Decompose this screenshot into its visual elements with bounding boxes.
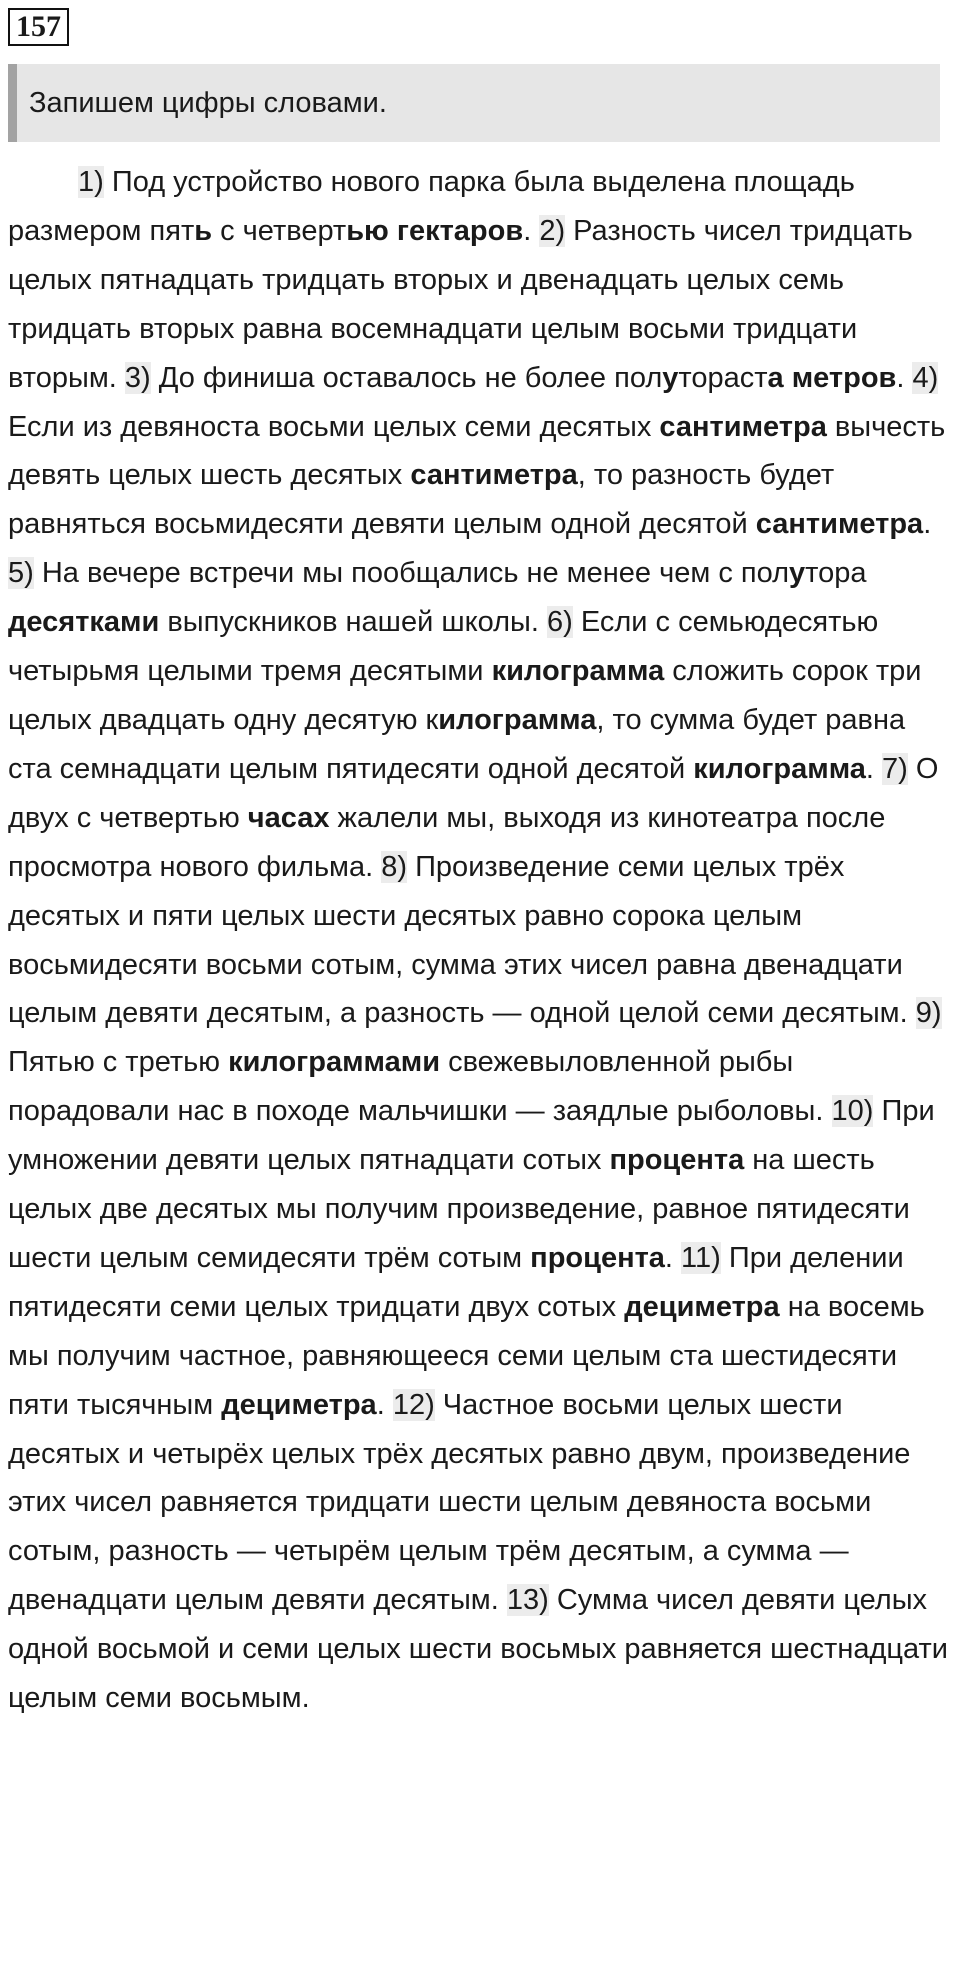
text-fragment: тора — [805, 557, 867, 590]
bold-fragment: дециметра — [624, 1290, 780, 1323]
item-number: 4) — [912, 361, 939, 394]
text-fragment: Если из девяноста восьми целых семи десятых — [8, 410, 660, 443]
text-fragment: выпускников нашей школы. — [159, 606, 547, 639]
text-fragment: . — [376, 1388, 393, 1421]
bold-fragment: килограмма — [491, 655, 665, 688]
text-fragment: . — [923, 508, 932, 541]
bold-fragment: сантиметра — [755, 508, 924, 541]
text-fragment: При делении пятидесяти семи целых тридцати двух сотых — [8, 1241, 904, 1323]
bold-fragment: процента — [530, 1241, 665, 1274]
bold-fragment: килограмма — [693, 752, 866, 785]
text-fragment: сложить сорок три целых двадцать одну десятую к — [8, 655, 922, 736]
text-fragment: На вечере встречи мы пообщались не менее чем с пол — [33, 557, 789, 590]
bold-fragment: килограммами — [228, 1046, 441, 1079]
bold-fragment: у — [789, 557, 806, 590]
text-fragment: Пятью с третью — [8, 1046, 229, 1079]
bold-fragment: ью гектаров — [346, 214, 524, 247]
answer-text — [8, 158, 956, 1723]
bold-fragment: часах — [247, 801, 330, 834]
text-fragment: Под устройство нового парка была выделена площадь размером пят — [8, 166, 855, 247]
text-fragment: на восемь мы получим частное, равняющееся семи целым ста шестидесяти пяти тысячным — [8, 1290, 925, 1421]
bold-fragment: дециметра — [221, 1388, 377, 1421]
item-number: 9) — [915, 997, 942, 1030]
bold-fragment: сантиметра — [410, 459, 578, 492]
text-fragment: Если с семьюдесятью четырьмя целыми тремя десятыми — [8, 606, 879, 688]
bold-fragment: ь — [194, 214, 213, 247]
item-number: 13) — [506, 1584, 549, 1617]
text-fragment: . — [664, 1241, 682, 1274]
item-number: 2) — [539, 214, 566, 247]
item-number: 8) — [381, 850, 408, 883]
text-fragment: жалели мы, выходя из кинотеатра после просмотра нового фильма. — [8, 801, 886, 883]
text-fragment: При умножении девяти целых пятнадцати сотых — [8, 1095, 935, 1177]
item-number: 6) — [546, 606, 573, 639]
text-fragment: Частное восьми целых шести десятых и четырёх целых трёх десятых равно двум, произведение этих чисел равняется тридцати шести целым девяноста восьми сотым, разность — четырём целым трём десятым, а сумма — двенадцати целым девяти десятым. — [8, 1388, 911, 1617]
instruction-note — [8, 64, 940, 142]
text-fragment: свежевыловленной рыбы порадовали нас в походе мальчишки — заядлые рыболовы. — [8, 1046, 832, 1128]
text-fragment: Сумма чисел девяти целых одной восьмой и семи целых шести восьмых равняется шестнадцати целым семи восьмым. — [8, 1584, 948, 1715]
text-fragment: . — [896, 361, 913, 394]
bold-fragment: илограмма — [438, 703, 597, 736]
text-fragment: До финиша оставалось не более пол — [150, 361, 663, 394]
text-fragment: вычесть девять целых шесть десятых — [8, 410, 946, 492]
item-number: 5) — [8, 557, 34, 590]
text-fragment: Разность чисел тридцать целых пятнадцать тридцать вторых и двенадцать целых семь тридцать вторых равна восемнадцати целым восьми тридцати вторым. — [8, 214, 913, 394]
text-fragment: . — [865, 752, 883, 785]
item-number: 1) — [78, 166, 104, 198]
bold-fragment: у — [662, 361, 679, 394]
text-fragment: , то сумма будет равна ста семнадцати целым пятидесяти одной десятой — [8, 703, 906, 785]
text-fragment: с четверт — [212, 214, 347, 247]
item-number: 7) — [882, 752, 908, 785]
item-number: 12) — [392, 1388, 435, 1421]
bold-fragment: процента — [609, 1144, 745, 1177]
item-number: 11) — [681, 1241, 721, 1274]
bold-fragment: а метров — [767, 361, 897, 394]
text-fragment: тораст — [678, 361, 768, 394]
bold-fragment: сантиметра — [659, 410, 827, 443]
instruction-text: Запишем цифры словами. — [29, 87, 387, 119]
answer-paragraph — [8, 158, 956, 1723]
text-fragment: , то разность будет равняться восьмидесяти девяти целым одной десятой — [8, 459, 835, 541]
text-fragment: О двух с четвертью — [8, 752, 939, 834]
text-fragment: на шесть целых две десятых мы получим произведение, равное пятидесяти шести целым семидесяти трём сотым — [8, 1144, 910, 1274]
text-fragment: Произведение семи целых трёх десятых и пяти целых шести десятых равно сорока целым восьмидесяти восьми сотым, сумма этих чисел равна двенадцати целым девяти десятым, а разность — одной целой семи десятым. — [8, 850, 916, 1030]
item-number: 3) — [124, 361, 151, 394]
text-fragment: . — [523, 214, 540, 247]
task-number: 157 — [8, 8, 69, 46]
item-number: 10) — [831, 1095, 874, 1128]
bold-fragment: десятками — [8, 606, 160, 639]
